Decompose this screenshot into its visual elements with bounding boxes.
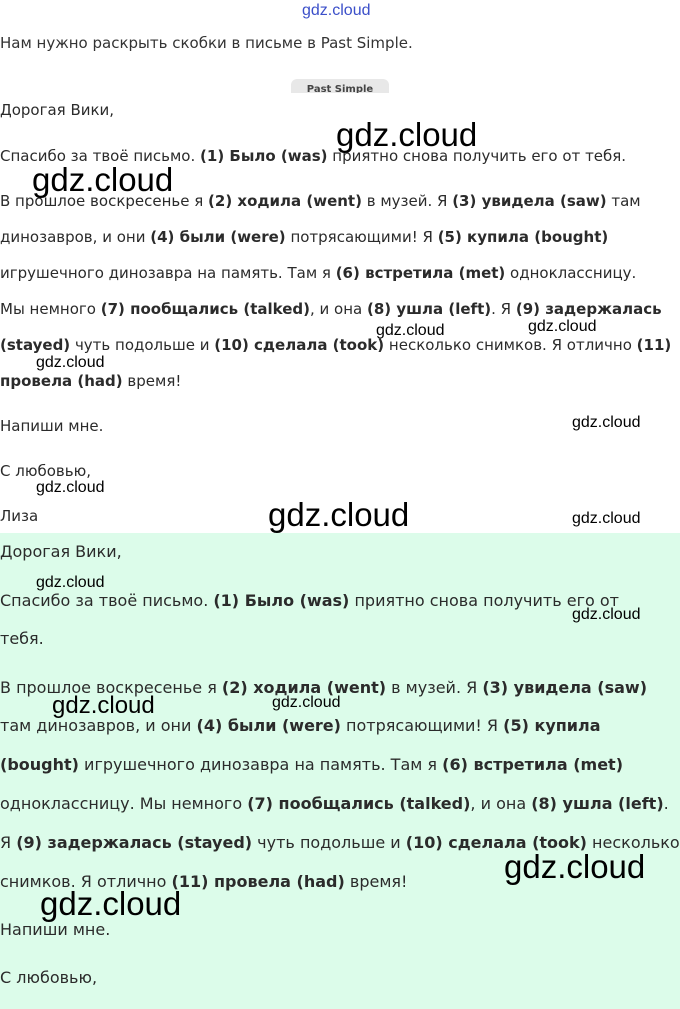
watermark: gdz.cloud bbox=[336, 116, 478, 153]
letter-closing: Напиши мне. bbox=[0, 417, 104, 435]
watermark: gdz.cloud bbox=[40, 885, 182, 922]
answer-greeting: Дорогая Вики, bbox=[0, 542, 122, 561]
answer-line: тебя. bbox=[0, 629, 44, 648]
letter-line: Спасибо за твоё письмо. (1) Было (was) приятно снова получить его от тебя. bbox=[0, 147, 627, 165]
letter-line: динозавров, и они (4) были (were) потрясающими! Я (5) купила (bought) bbox=[0, 228, 609, 246]
answer-line: Я (9) задержалась (stayed) чуть подольше и (10) сделала (took) несколько bbox=[0, 833, 680, 852]
site-logo[interactable]: gdz.cloud bbox=[302, 2, 371, 19]
answer-line: там динозавров, и они (4) были (were) потрясающими! Я (5) купила bbox=[0, 716, 601, 735]
answer-line: снимков. Я отлично (11) провела (had) время! bbox=[0, 872, 408, 891]
answer-line: (bought) игрушечного динозавра на память. Там я (6) встретила (met) bbox=[0, 755, 624, 774]
letter-line: игрушечного динозавра на память. Там я (6) встретила (met) одноклассницу. bbox=[0, 264, 637, 282]
letter-line: провела (had) время! bbox=[0, 372, 182, 390]
answer-closing: Напиши мне. bbox=[0, 920, 111, 939]
answer-line: В прошлое воскресенье я (2) ходила (went) в музей. Я (3) увидела (saw) bbox=[0, 678, 648, 697]
answer-closing: С любовью, bbox=[0, 968, 98, 987]
watermark: gdz.cloud bbox=[36, 574, 105, 591]
watermark: gdz.cloud bbox=[32, 161, 174, 198]
watermark: gdz.cloud bbox=[268, 496, 410, 533]
watermark: gdz.cloud bbox=[572, 414, 641, 431]
watermark: gdz.cloud bbox=[504, 848, 646, 885]
tab-past-simple[interactable]: Past Simple bbox=[291, 79, 389, 93]
letter-greeting: Дорогая Вики, bbox=[0, 101, 115, 119]
watermark: gdz.cloud bbox=[528, 318, 597, 335]
letter-line: (stayed) чуть подольше и (10) сделала (took) несколько снимков. Я отлично (11) bbox=[0, 336, 672, 354]
answer-line: одноклассницу. Мы немного (7) пообщались (talked), и она (8) ушла (left). bbox=[0, 794, 669, 813]
watermark: gdz.cloud bbox=[52, 692, 155, 719]
letter-line: Мы немного (7) пообщались (talked), и она (8) ушла (left). Я (9) задержалась bbox=[0, 300, 662, 318]
answer-line: Спасибо за твоё письмо. (1) Было (was) приятно снова получить его от bbox=[0, 591, 619, 610]
letter-signature: Лиза bbox=[0, 507, 39, 525]
watermark: gdz.cloud bbox=[572, 510, 641, 527]
watermark: gdz.cloud bbox=[36, 354, 105, 371]
watermark: gdz.cloud bbox=[376, 322, 445, 339]
watermark: gdz.cloud bbox=[36, 479, 105, 496]
letter-closing: С любовью, bbox=[0, 462, 91, 480]
watermark: gdz.cloud bbox=[272, 694, 341, 711]
task-intro: Нам нужно раскрыть скобки в письме в Past Simple. bbox=[0, 34, 413, 52]
watermark: gdz.cloud bbox=[572, 606, 641, 623]
letter-line: В прошлое воскресенье я (2) ходила (went) в музей. Я (3) увидела (saw) там bbox=[0, 192, 641, 210]
